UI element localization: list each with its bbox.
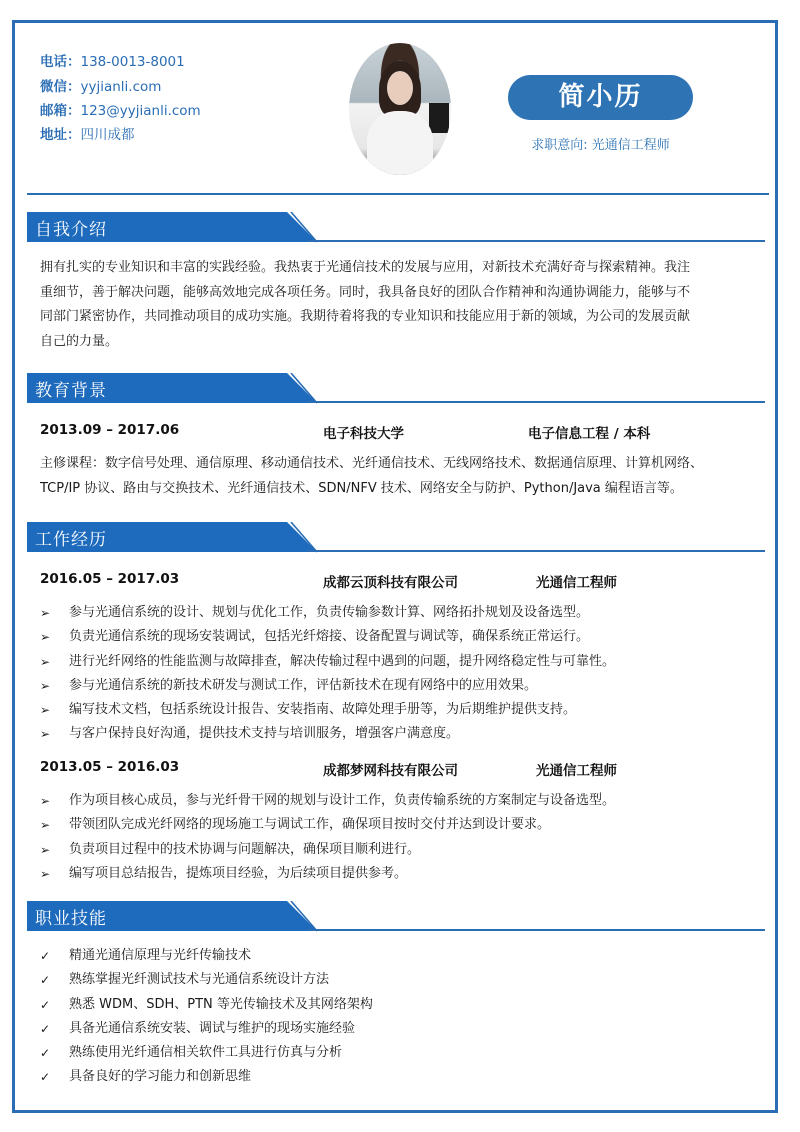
check-icon: ✓ bbox=[40, 949, 51, 963]
check-icon: ✓ bbox=[40, 1021, 51, 1036]
skills-list bbox=[40, 944, 760, 1090]
skill-text: 具备光通信系统安装、调试与维护的现场实施经验 bbox=[69, 1020, 356, 1036]
duty-text: 带领团队完成光纤网络的现场施工与调试工作，确保项目按时交付并达到设计要求。 bbox=[69, 817, 551, 833]
duty-text: 负责项目过程中的技术协调与问题解决，确保项目顺利进行。 bbox=[69, 841, 421, 857]
duty-text: 与客户保持良好沟通，提供技术支持与培训服务，增强客户满意度。 bbox=[69, 726, 460, 742]
section-header-work bbox=[27, 522, 767, 553]
section-underline bbox=[307, 550, 765, 552]
intro-line: 自己的力量。 bbox=[40, 333, 119, 349]
section-title: 教育背景 bbox=[35, 381, 107, 401]
skill-text: 熟练掌握光纤测试技术与光通信系统设计方法 bbox=[69, 972, 330, 988]
education-school: 电子科技大学 bbox=[323, 426, 404, 442]
job-company: 成都云顶科技有限公司 bbox=[323, 575, 458, 591]
duty-text: 负责光通信系统的现场安装调试，包括光纤熔接、设备配置与调试等，确保系统正常运行。 bbox=[69, 629, 590, 645]
photo-shirt-shape bbox=[367, 111, 433, 175]
job-duties-list bbox=[40, 789, 760, 886]
intro-line: 重细节，善于解决问题，能够高效地完成各项任务。同时，我具备良好的团队合作精神和沟通协调能力，能够与不 bbox=[40, 284, 691, 300]
section-slash-icon bbox=[289, 212, 333, 243]
arrow-bullet-icon: ➢ bbox=[40, 606, 51, 620]
education-courses bbox=[40, 452, 760, 501]
intro-line: 同部门紧密协作，共同推动项目的成功实施。我期待着将我的专业知识和技能应用于新的领域，为公司的发展贡献 bbox=[40, 309, 691, 324]
job-duties-list bbox=[40, 601, 760, 747]
contact-wechat: 微信：yyjianli.com bbox=[40, 79, 162, 95]
section-slash-icon bbox=[289, 522, 333, 553]
list-item bbox=[40, 813, 760, 837]
arrow-bullet-icon: ➢ bbox=[40, 818, 51, 833]
section-header-intro bbox=[27, 212, 767, 243]
arrow-bullet-icon: ➢ bbox=[40, 794, 51, 808]
list-item bbox=[40, 625, 760, 649]
duty-text: 进行光纤网络的性能监测与故障排查，解决传输过程中遇到的问题，提升网络稳定性与可靠性。 bbox=[69, 653, 616, 669]
header-divider bbox=[27, 193, 769, 195]
check-icon: ✓ bbox=[40, 973, 51, 988]
list-item bbox=[40, 838, 760, 862]
list-item bbox=[40, 650, 760, 674]
section-slash-icon bbox=[289, 901, 333, 932]
arrow-bullet-icon: ➢ bbox=[40, 703, 51, 718]
contact-address: 地址：四川成都 bbox=[40, 127, 135, 143]
photo-monitor-shape bbox=[429, 103, 449, 133]
section-header-skills bbox=[27, 901, 767, 932]
job-role: 光通信工程师 bbox=[536, 575, 617, 591]
section-title: 工作经历 bbox=[35, 530, 107, 550]
arrow-bullet-icon: ➢ bbox=[40, 630, 51, 645]
skill-text: 熟悉 WDM、SDH、PTN 等光传输技术及其网络架构 bbox=[69, 996, 373, 1012]
arrow-bullet-icon: ➢ bbox=[40, 678, 51, 693]
list-item bbox=[40, 789, 760, 813]
list-item bbox=[40, 968, 760, 992]
courses-line: TCP/IP 协议、路由与交换技术、光纤通信技术、SDN/NFV 技术、网络安全与防护、Python/Java 编程语言等。 bbox=[40, 480, 683, 496]
job-company: 成都梦网科技有限公司 bbox=[323, 763, 458, 779]
section-underline bbox=[307, 401, 765, 403]
job-period: 2013.05 – 2016.03 bbox=[40, 759, 180, 775]
list-item bbox=[40, 944, 760, 968]
contact-email: 邮箱：123@yyjianli.com bbox=[40, 103, 201, 119]
skill-text: 精通光通信原理与光纤传输技术 bbox=[69, 948, 252, 963]
section-header-education bbox=[27, 373, 767, 404]
duty-text: 编写技术文档，包括系统设计报告、安装指南、故障处理手册等，为后期维护提供支持。 bbox=[69, 702, 577, 718]
skill-text: 具备良好的学习能力和创新思维 bbox=[69, 1069, 252, 1085]
portrait-photo bbox=[349, 43, 451, 175]
skill-text: 熟练使用光纤通信相关软件工具进行仿真与分析 bbox=[69, 1045, 343, 1061]
duty-text: 参与光通信系统的新技术研发与测试工作，评估新技术在现有网络中的应用效果。 bbox=[69, 677, 538, 693]
check-icon: ✓ bbox=[40, 1046, 51, 1061]
job-role: 光通信工程师 bbox=[536, 763, 617, 779]
name-badge: 简小历 bbox=[508, 75, 693, 120]
list-item bbox=[40, 601, 760, 625]
job-intent: 求职意向: 光通信工程师 bbox=[531, 138, 670, 153]
section-title: 职业技能 bbox=[35, 909, 107, 929]
check-icon: ✓ bbox=[40, 997, 51, 1012]
duty-text: 作为项目核心成员，参与光纤骨干网的规划与设计工作，负责传输系统的方案制定与设备选型。 bbox=[69, 793, 616, 808]
list-item bbox=[40, 674, 760, 698]
section-underline bbox=[307, 240, 765, 242]
education-major: 电子信息工程 / 本科 bbox=[528, 426, 651, 442]
list-item bbox=[40, 1041, 760, 1065]
duty-text: 参与光通信系统的设计、规划与优化工作，负责传输参数计算、网络拓扑规划及设备选型。 bbox=[69, 605, 590, 620]
section-slash-icon bbox=[289, 373, 333, 404]
list-item bbox=[40, 698, 760, 722]
arrow-bullet-icon: ➢ bbox=[40, 866, 51, 881]
duty-text: 编写项目总结报告，提炼项目经验，为后续项目提供参考。 bbox=[69, 865, 408, 881]
check-icon: ✓ bbox=[40, 1070, 51, 1085]
list-item bbox=[40, 1065, 760, 1089]
list-item bbox=[40, 722, 760, 746]
education-period: 2013.09 – 2017.06 bbox=[40, 422, 180, 438]
contact-phone: 电话：138-0013-8001 bbox=[40, 54, 185, 70]
photo-face-shape bbox=[387, 71, 413, 105]
arrow-bullet-icon: ➢ bbox=[40, 654, 51, 669]
section-underline bbox=[307, 929, 765, 931]
job-period: 2016.05 – 2017.03 bbox=[40, 571, 180, 587]
section-title: 自我介绍 bbox=[35, 220, 107, 240]
courses-line: 主修课程：数字信号处理、通信原理、移动通信技术、光纤通信技术、无线网络技术、数据通信原理、计算机网络、 bbox=[40, 456, 704, 471]
arrow-bullet-icon: ➢ bbox=[40, 727, 51, 742]
list-item bbox=[40, 993, 760, 1017]
list-item bbox=[40, 1017, 760, 1041]
intro-paragraph bbox=[40, 256, 760, 354]
list-item bbox=[40, 862, 760, 886]
arrow-bullet-icon: ➢ bbox=[40, 842, 51, 857]
intro-line: 拥有扎实的专业知识和丰富的实践经验。我热衷于光通信技术的发展与应用，对新技术充满好奇与探索精神。我注 bbox=[40, 260, 691, 275]
